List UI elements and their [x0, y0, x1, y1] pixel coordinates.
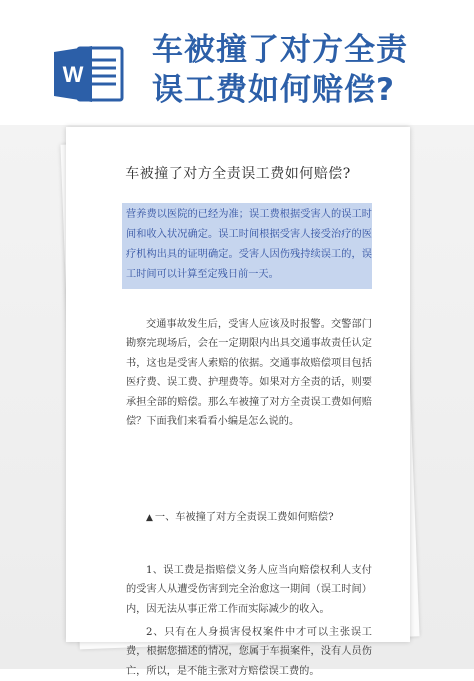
word-icon-letter: W: [62, 62, 84, 87]
paragraph-item-2: 2、只有在人身损害侵权案件中才可以主张误工费，根据您描述的情况，您属于车损案件，没有人员伤亡，所以，是不能主张对方赔偿误工费的。: [126, 627, 372, 677]
triangle-bullet-icon: ▲: [146, 513, 153, 523]
page-title-line-2: 误工费如何赔偿?: [152, 72, 395, 108]
document-page: [66, 127, 410, 677]
page-title-line-1: 车被撞了对方全责: [152, 32, 408, 68]
document-title: 车被撞了对方全责误工费如何赔偿?: [125, 166, 351, 182]
highlighted-paragraph: 营养费以医院的已经为准；误工费根据受害人的误工时间和收入状况确定。误工时间根据受害人接受治疗的医疗机构出具的证明确定。受害人因伤残持续误工的，误工时间可以计算至定残日前一天。: [126, 209, 372, 280]
section-heading: [146, 508, 386, 523]
header-banner: [0, 0, 474, 125]
section-heading-text: 一、车被撞了对方全责误工费如何赔偿?: [154, 512, 334, 523]
intro-paragraph: 交通事故发生后，受害人应该及时报警。交警部门勘察完现场后，会在一定期限内出具交通事故责任认定书，这也是受害人索赔的依据。交通事故赔偿项目包括医疗费、误工费、护理费等。如果对方全责的话，则要承担全部的赔偿。那么车被撞了对方全责误工费如何赔偿？下面我们来看看小编是怎么说的。: [126, 319, 372, 428]
page-title: [152, 30, 462, 110]
paragraph-item-1: 1、误工费是指赔偿义务人应当向赔偿权利人支付的受害人从遭受伤害到完全治愈这一期间（误工时间）内，因无法从事正常工作而实际减少的收入。: [126, 565, 372, 615]
microsoft-word-icon: [52, 44, 126, 104]
